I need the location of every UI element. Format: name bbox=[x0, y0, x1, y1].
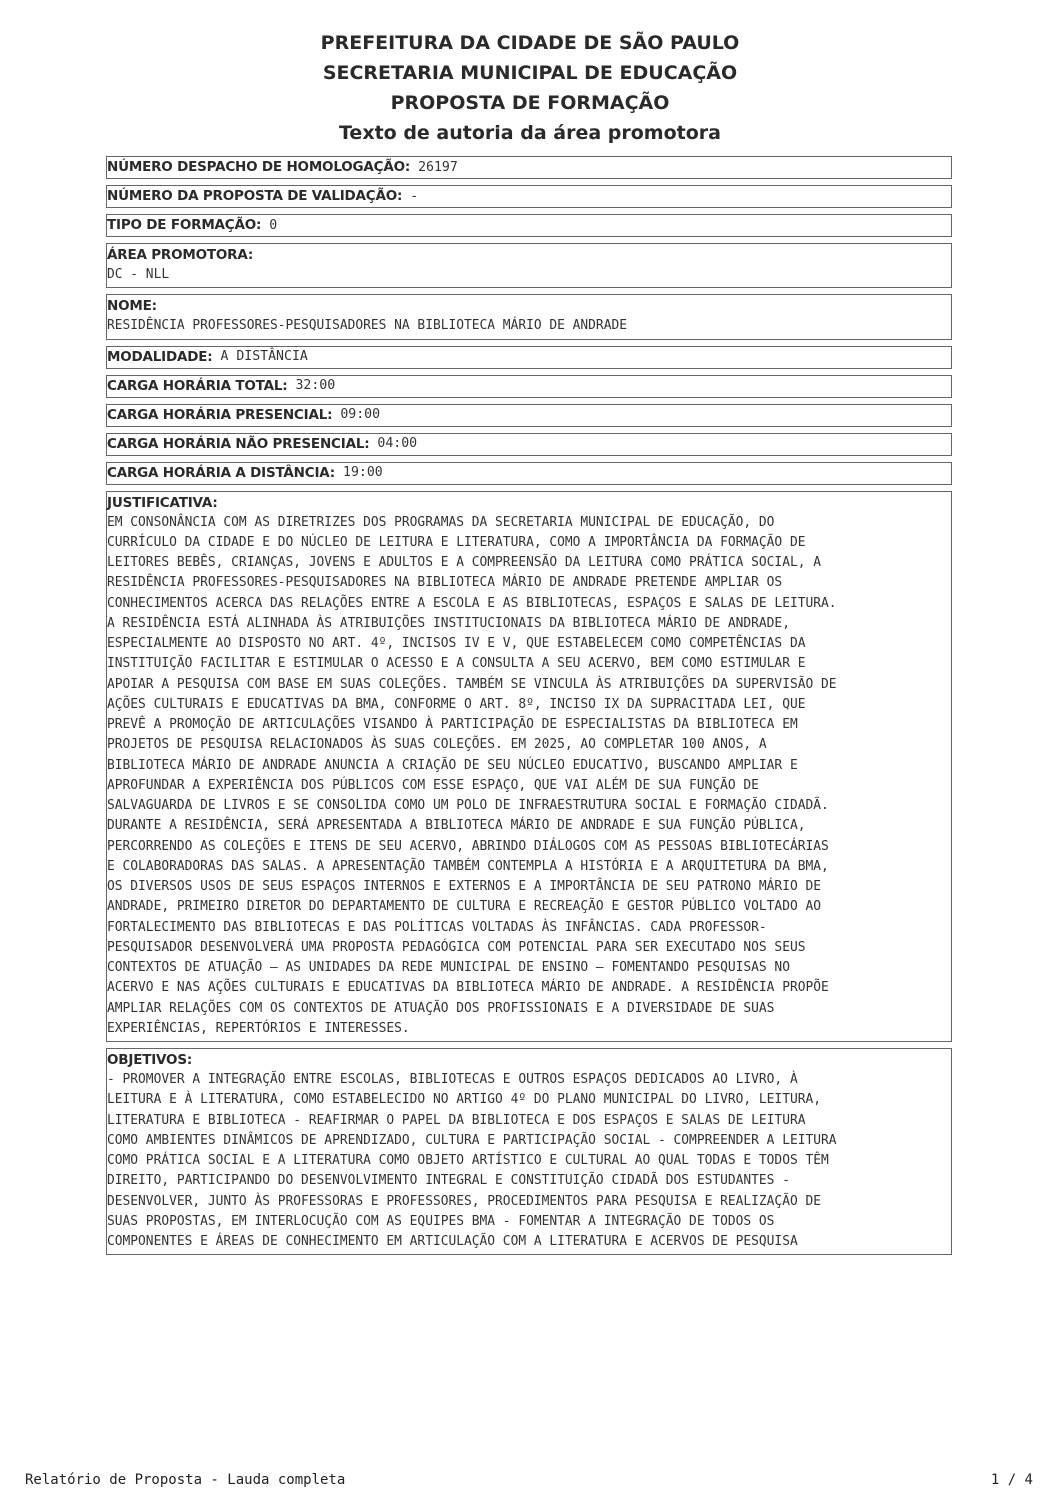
field-carga-presencial bbox=[106, 404, 952, 427]
field-proposta-validacao bbox=[106, 185, 952, 208]
field-label: JUSTIFICATIVA: bbox=[107, 494, 218, 511]
field-label: CARGA HORÁRIA TOTAL: bbox=[107, 377, 288, 394]
field-carga-nao-presencial bbox=[106, 433, 952, 456]
field-area-promotora bbox=[106, 243, 952, 288]
field-value: 0 bbox=[269, 217, 278, 233]
document-header bbox=[0, 28, 1060, 148]
field-value: A DISTÂNCIA bbox=[220, 349, 308, 364]
field-label: TIPO DE FORMAÇÃO: bbox=[107, 217, 262, 233]
field-justificativa bbox=[106, 491, 952, 1043]
page-footer bbox=[25, 1472, 1033, 1488]
field-label: NÚMERO DESPACHO DE HOMOLOGAÇÃO: bbox=[107, 159, 411, 175]
page-number: 1 / 4 bbox=[990, 1472, 1033, 1488]
field-value: 09:00 bbox=[340, 407, 381, 422]
header-subtitle: Texto de autoria da área promotora bbox=[339, 122, 721, 144]
field-value: 32:00 bbox=[295, 378, 336, 393]
field-value: 19:00 bbox=[343, 465, 383, 480]
field-value: - bbox=[410, 188, 419, 204]
field-label: CARGA HORÁRIA NÃO PRESENCIAL: bbox=[107, 435, 370, 452]
field-label: NÚMERO DA PROPOSTA DE VALIDAÇÃO: bbox=[107, 188, 403, 204]
field-label: NOME: bbox=[107, 298, 157, 315]
field-label: MODALIDADE: bbox=[107, 348, 213, 365]
proposal-fields bbox=[106, 156, 952, 1261]
field-label: ÁREA PROMOTORA: bbox=[107, 247, 254, 263]
field-value: 04:00 bbox=[377, 436, 418, 451]
header-secretaria: SECRETARIA MUNICIPAL DE EDUCAÇÃO bbox=[322, 62, 738, 84]
field-value: EM CONSONÂNCIA COM AS DIRETRIZES DOS PROGRAMAS DA SECRETARIA MUNICIPAL DE EDUCAÇÃO, DO CURRÍCULO DA CIDADE E DO NÚCLEO DE LEITURA E LITERATURA, COMO A IMPORTÂNCIA DA FORMAÇÃO DE LEITORES BEBÊS, CRIANÇAS, JOVENS E ADULTOS E A COMPREENSÃO DA LEITURA COMO PRÁTICA SOCIAL, A RESIDÊNCIA PROFESSORES-PESQUISADORES NA BIBLIOTECA MÁRIO DE ANDRADE PRETENDE AMPLIAR OS CONHECIMENTOS ACERCA DAS RELAÇÕES ENTRE A ESCOLA E AS BIBLIOTECAS, ESPAÇOS E SALAS DE LEITURA. A RESIDÊNCIA ESTÁ ALINHADA ÀS ATRIBUIÇÕES INSTITUCIONAIS DA BIBLIOTECA MÁRIO DE ANDRADE, ESPECIALMENTE AO DISPOSTO NO ART. 4º, INCISOS IV E V, QUE ESTABELECEM COMO COMPETÊNCIAS DA INSTITUIÇÃO FACILITAR E ESTIMULAR O ACESSO E A CONSULTA A SEU ACERVO, BEM COMO ESTIMULAR E APOIAR A PESQUISA COM BASE EM SUAS COLEÇÕES. TAMBÉM SE VINCULA ÀS ATRIBUIÇÕES DA SUPERVISÃO DE AÇÕES CULTURAIS E EDUCATIVAS DA BMA, CONFORME O ART. 8º, INCISO IX DA SUPRACITADA LEI, QUE PREVÊ A PROMOÇÃO DE ARTICULAÇÕES VISANDO À PARTICIPAÇÃO DE ESPECIALISTAS DA BIBLIOTECA EM PROJETOS DE PESQUISA RELACIONADOS ÀS SUAS COLEÇÕES. EM 2025, AO COMPLETAR 100 ANOS, A BIBLIOTECA MÁRIO DE ANDRADE ANUNCIA A CRIAÇÃO DE SEU NÚCLEO EDUCATIVO, BUSCANDO AMPLIAR E APROFUNDAR A EXPERIÊNCIA DOS PÚBLICOS COM ESSE ESPAÇO, QUE VAI ALÉM DE SUA FUNÇÃO DE SALVAGUARDA DE LIVROS E SE CONSOLIDA COMO UM POLO DE INFRAESTRUTURA SOCIAL E FORMAÇÃO CIDADÃ. DURANTE A RESIDÊNCIA, SERÁ APRESENTADA A BIBLIOTECA MÁRIO DE ANDRADE E SUA FUNÇÃO PÚBLICA, PERCORRENDO AS COLEÇÕES E ITENS DE SEU ACERVO, ABRINDO DIÁLOGOS COM AS PESSOAS BIBLIOTECÁRIAS E COLABORADORAS DAS SALAS. A APRESENTAÇÃO TAMBÉM CONTEMPLA A HISTÓRIA E A ARQUITETURA DA BMA, OS DIVERSOS USOS DE SEUS ESPAÇOS INTERNOS E EXTERNOS E A IMPORTÂNCIA DE SEU PATRONO MÁRIO DE ANDRADE, PRIMEIRO DIRETOR DO DEPARTAMENTO DE CULTURA E RECREAÇÃO E GESTOR PÚBLICO VOLTADO AO FORTALECIMENTO DAS BIBLIOTECAS E DAS POLÍTICAS VOLTADAS ÀS INFÂNCIAS. CADA PROFESSOR- PESQUISADOR DESENVOLVERÁ UMA PROPOSTA PEDAGÓGICA COM POTENCIAL PARA SER EXECUTADO NOS SEUS CONTEXTOS DE ATUAÇÃO — AS UNIDADES DA REDE MUNICIPAL DE ENSINO — FOMENTANDO PESQUISAS NO ACERVO E NAS AÇÕES CULTURAIS E EDUCATIVAS DA BIBLIOTECA MÁRIO DE ANDRADE. A RESIDÊNCIA PROPÕE AMPLIAR RELAÇÕES COM OS CONTEXTOS DE ATUAÇÃO DOS PROFISSIONAIS E A DIVERSIDADE DE SUAS EXPERIÊNCIAS, REPERTÓRIOS E INTERESSES. bbox=[107, 514, 837, 1036]
field-value: - PROMOVER A INTEGRAÇÃO ENTRE ESCOLAS, BIBLIOTECAS E OUTROS ESPAÇOS DEDICADOS AO LIVRO, À LEITURA E À LITERATURA, COMO ESTABELECIDO NO ARTIGO 4º DO PLANO MUNICIPAL DO LIVRO, LEITURA, LITERATURA E BIBLIOTECA - REAFIRMAR O PAPEL DA BIBLIOTECA E DOS ESPAÇOS E SALAS DE LEITURA COMO AMBIENTES DINÂMICOS DE APRENDIZADO, CULTURA E PARTICIPAÇÃO SOCIAL - COMPREENDER A LEITURA COMO PRÁTICA SOCIAL E A LITERATURA COMO OBJETO ARTÍSTICO E CULTURAL AO QUAL TODAS E TODOS TÊM DIREITO, PARTICIPANDO DO DESENVOLVIMENTO INTEGRAL E CONSTITUIÇÃO CIDADÃ DOS ESTUDANTES - DESENVOLVER, JUNTO ÀS PROFESSORAS E PROFESSORES, PROCEDIMENTOS PARA PESQUISA E REALIZAÇÃO DE SUAS PROPOSTAS, EM INTERLOCUÇÃO COM AS EQUIPES BMA - FOMENTAR A INTEGRAÇÃO DE TODOS OS COMPONENTES E ÁREAS DE CONHECIMENTO EM ARTICULAÇÃO COM A LITERATURA E ACERVOS DE PESQUISA bbox=[107, 1072, 837, 1249]
field-nome bbox=[106, 294, 952, 339]
field-modalidade bbox=[106, 346, 952, 369]
field-carga-total bbox=[106, 375, 952, 398]
field-carga-distancia bbox=[106, 462, 952, 485]
field-value: 26197 bbox=[418, 159, 458, 175]
header-proposta: PROPOSTA DE FORMAÇÃO bbox=[390, 92, 670, 114]
field-despacho bbox=[106, 156, 952, 179]
field-value: RESIDÊNCIA PROFESSORES-PESQUISADORES NA BIBLIOTECA MÁRIO DE ANDRADE bbox=[107, 318, 627, 334]
header-prefeitura: PREFEITURA DA CIDADE DE SÃO PAULO bbox=[320, 32, 740, 54]
field-label: CARGA HORÁRIA A DISTÂNCIA: bbox=[107, 464, 335, 481]
field-label: CARGA HORÁRIA PRESENCIAL: bbox=[107, 406, 333, 423]
field-tipo-formacao bbox=[106, 214, 952, 237]
field-value: DC - NLL bbox=[107, 267, 170, 282]
footer-report-title: Relatório de Proposta - Lauda completa bbox=[25, 1472, 346, 1488]
field-label: OBJETIVOS: bbox=[107, 1052, 193, 1068]
field-objetivos bbox=[106, 1048, 952, 1255]
